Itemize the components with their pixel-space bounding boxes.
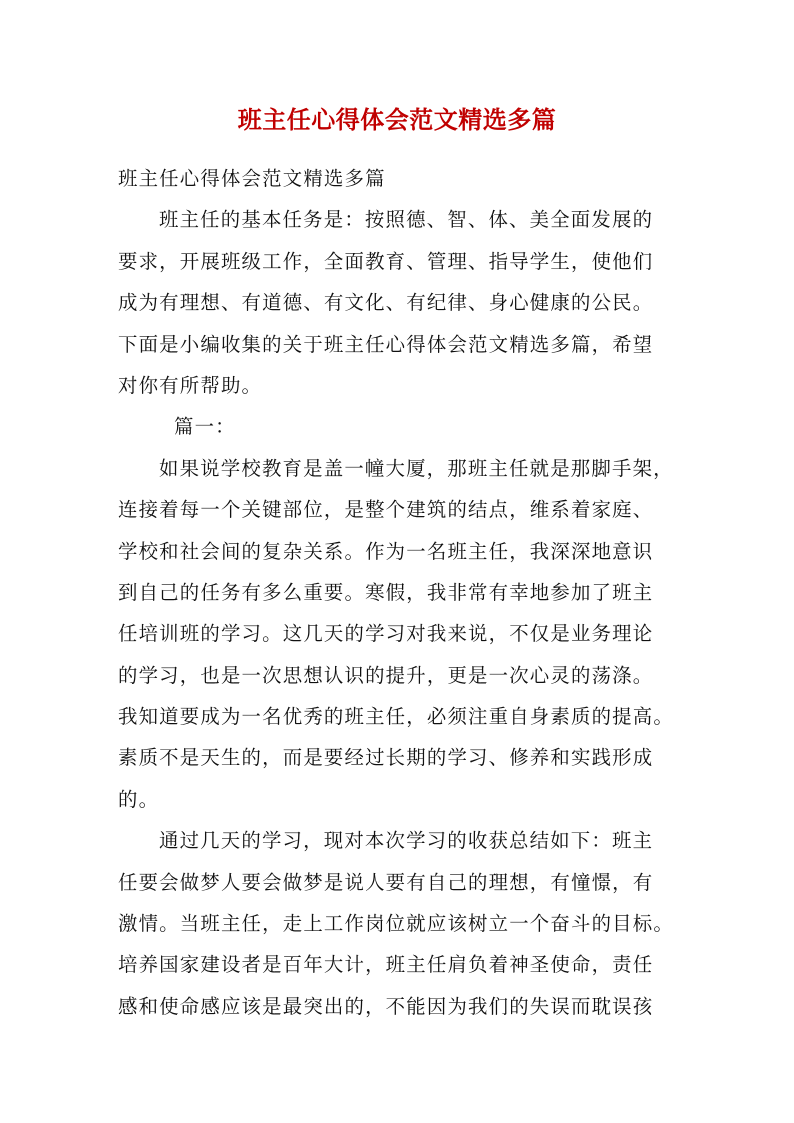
text-line: 如果说学校教育是盖一幢大厦，那班主任就是那脚手架， [159, 456, 674, 480]
text-line: 任要会做梦人要会做梦是说人要有自己的理想，有憧憬，有 [118, 870, 654, 894]
text-line: 我知道要成为一名优秀的班主任，必须注重自身素质的提高。 [118, 705, 674, 729]
text-line: 要求，开展班级工作，全面教育、管理、指导学生，使他们 [118, 249, 654, 273]
text-line: 任培训班的学习。这几天的学习对我来说，不仅是业务理论 [118, 622, 654, 646]
text-line: 学校和社会间的复杂关系。作为一名班主任，我深深地意识 [118, 539, 654, 563]
text-line: 通过几天的学习，现对本次学习的收获总结如下：班主 [159, 829, 654, 853]
text-line: 素质不是天生的，而是要经过长期的学习、修养和实践形成 [118, 746, 654, 770]
text-line: 的。 [118, 787, 160, 811]
document-subtitle: 班主任心得体会范文精选多篇 [118, 167, 386, 190]
document-title: 班主任心得体会范文精选多篇 [237, 105, 557, 134]
paragraph-lines [118, 199, 683, 1027]
text-line: 班主任的基本任务是：按照德、智、体、美全面发展的 [159, 208, 654, 232]
text-line: 篇一： [174, 415, 236, 439]
text-line: 连接着每一个关键部位，是整个建筑的结点，维系着家庭、 [118, 498, 654, 522]
text-line: 培养国家建设者是百年大计，班主任肩负着神圣使命，责任 [118, 953, 654, 977]
text-line: 对你有所帮助。 [118, 373, 263, 397]
text-line: 成为有理想、有道德、有文化、有纪律、身心健康的公民。 [118, 291, 654, 315]
text-line: 下面是小编收集的关于班主任心得体会范文精选多篇，希望 [118, 332, 654, 356]
text-line: 感和使命感应该是最突出的，不能因为我们的失误而耽误孩 [118, 994, 654, 1018]
document-body [118, 158, 683, 1027]
text-line: 的学习，也是一次思想认识的提升，更是一次心灵的荡涤。 [118, 663, 654, 687]
text-line: 激情。当班主任，走上工作岗位就应该树立一个奋斗的目标。 [118, 912, 674, 936]
text-line: 到自己的任务有多么重要。寒假，我非常有幸地参加了班主 [118, 580, 654, 604]
